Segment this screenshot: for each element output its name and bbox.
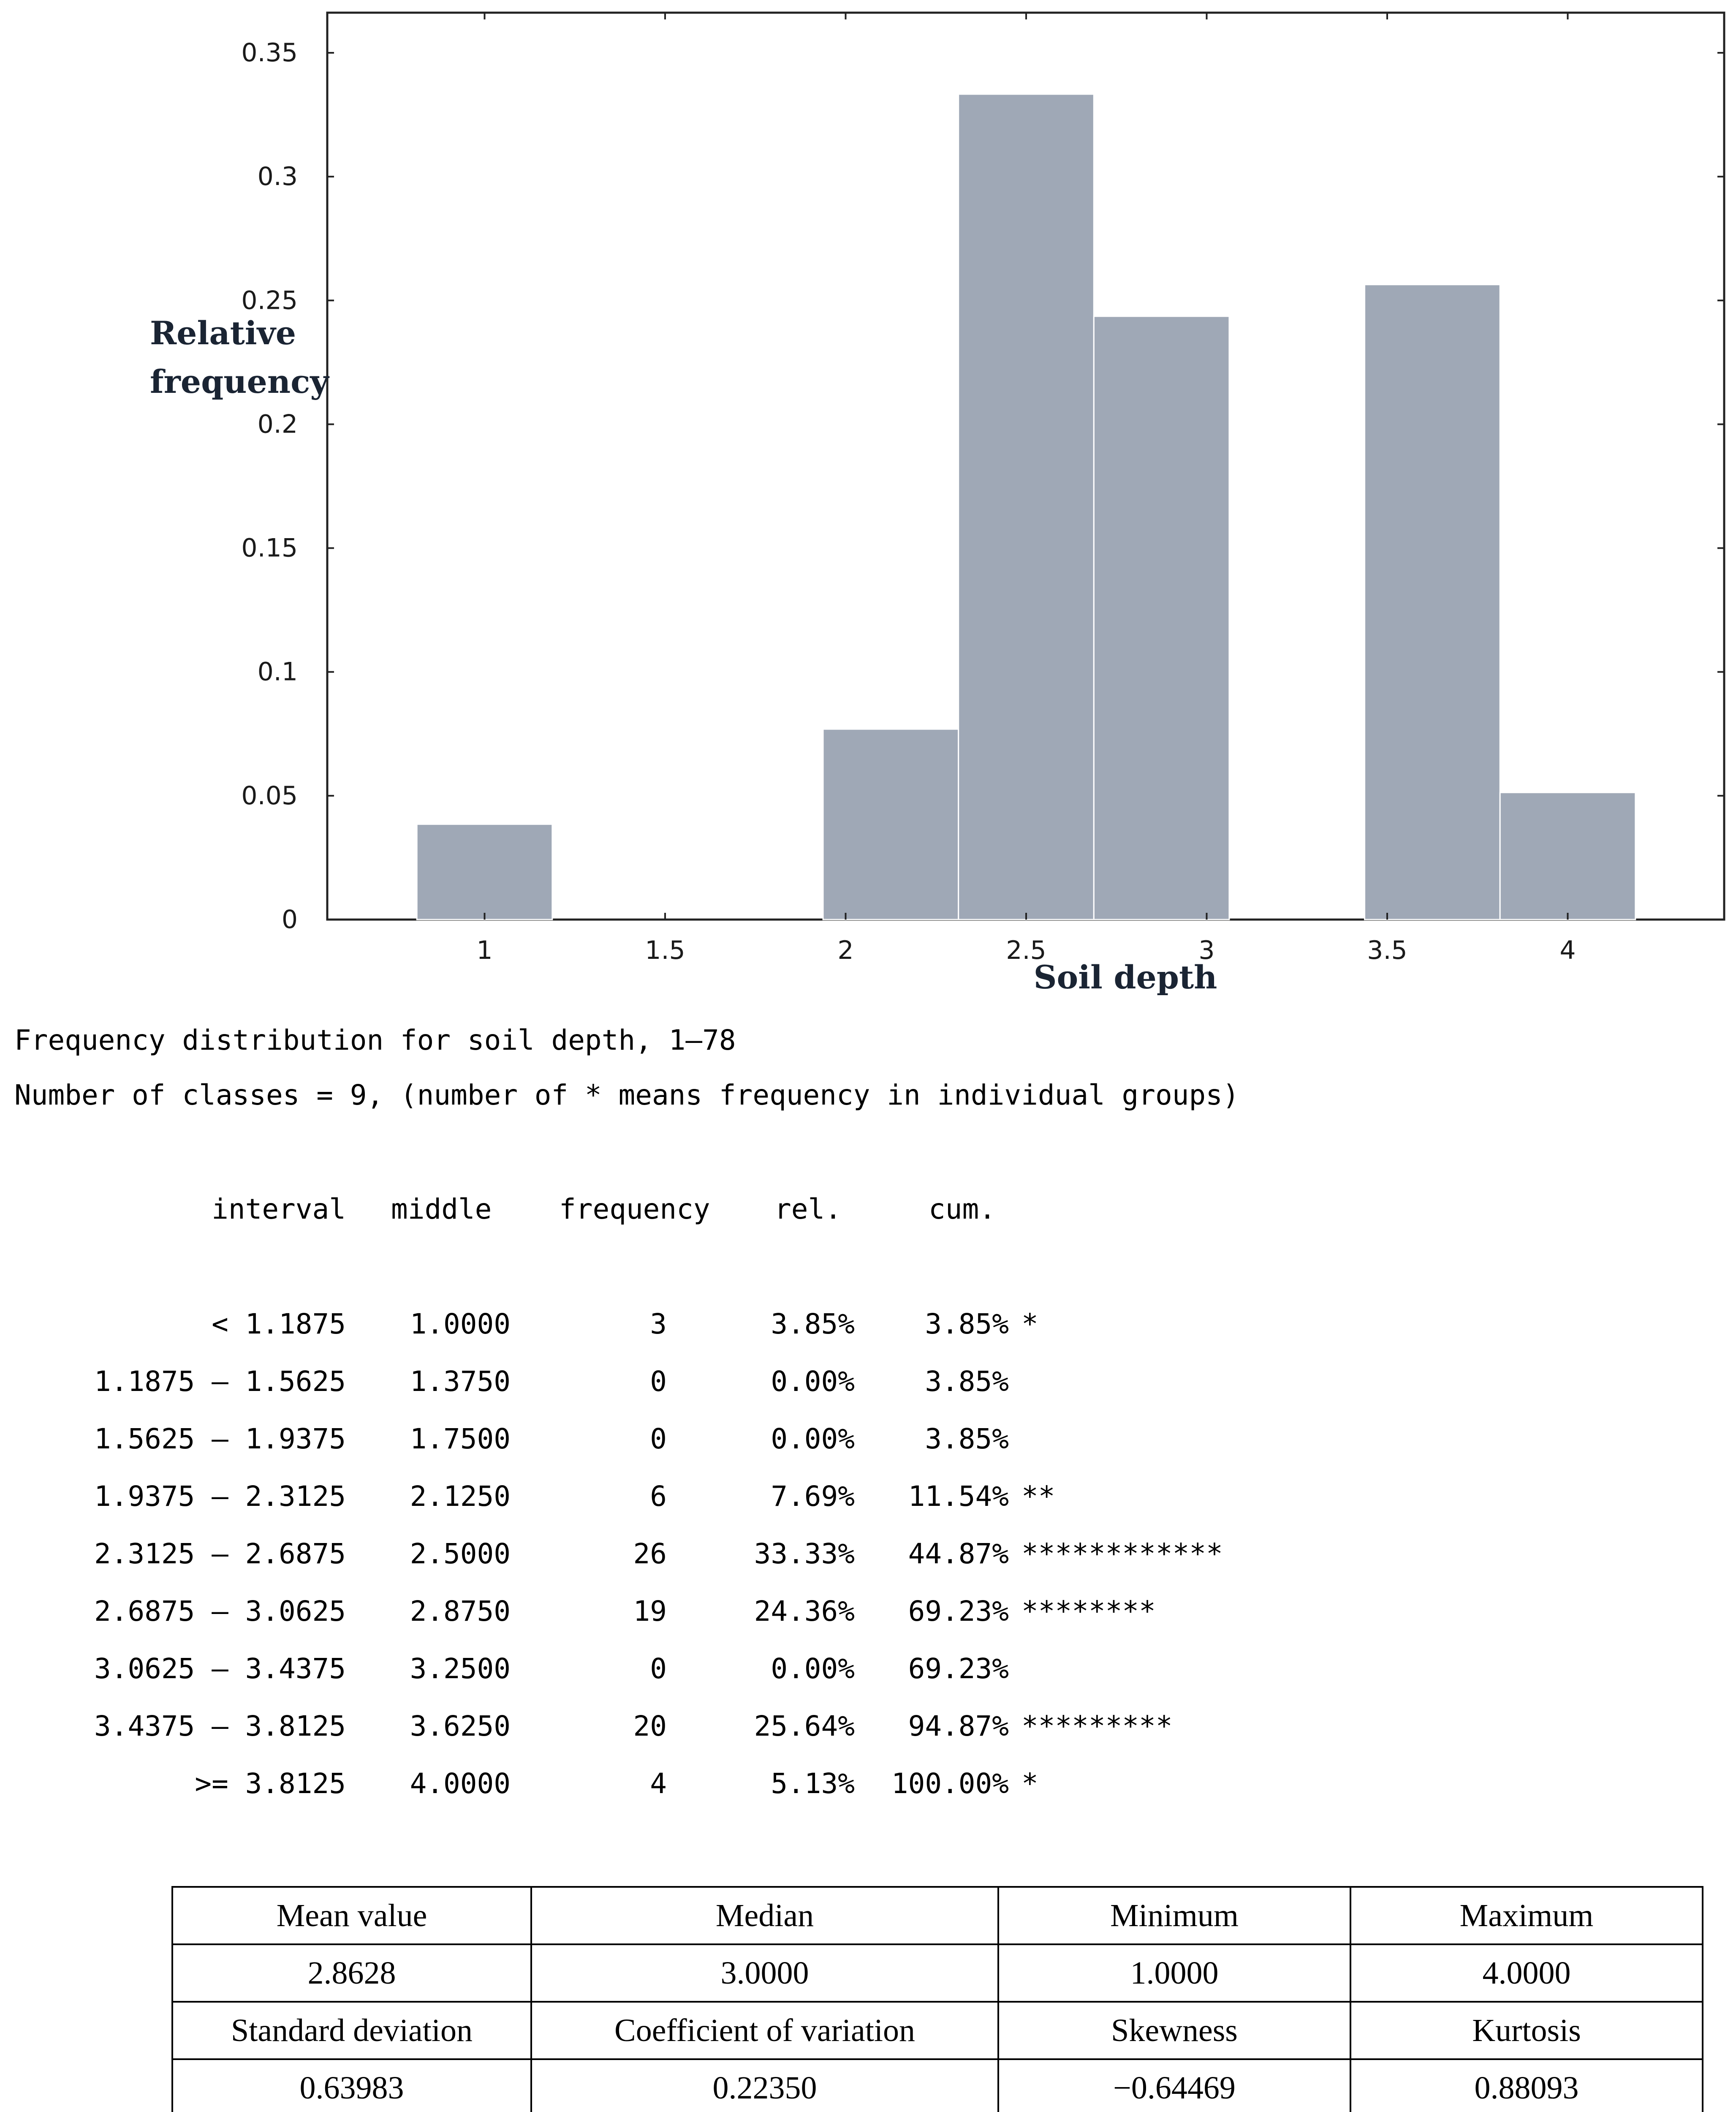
y-tick-label: 0.35	[241, 38, 298, 68]
stats-header-cell: Skewness	[998, 2002, 1350, 2059]
row-rel: 24.36%	[754, 1595, 855, 1628]
y-tick-label: 0.3	[257, 162, 298, 192]
row-frequency: 20	[633, 1710, 667, 1742]
y-tick-label: 0.2	[257, 409, 298, 439]
row-interval: 3.0625 – 3.4375	[94, 1652, 346, 1685]
row-stars: **	[1021, 1480, 1055, 1513]
row-interval: >= 3.8125	[195, 1767, 346, 1800]
ylabel-line-1: Relative	[150, 314, 296, 352]
row-stars: *	[1021, 1308, 1038, 1340]
bars-layer	[417, 94, 1635, 920]
row-interval: 3.4375 – 3.8125	[94, 1710, 346, 1742]
row-frequency: 26	[633, 1538, 667, 1570]
stats-header-cell: Maximum	[1350, 1887, 1703, 1944]
x-tick-label: 3.5	[1367, 936, 1407, 965]
stats-header-cell: Minimum	[998, 1887, 1350, 1944]
stats-value-cell: 1.0000	[998, 1944, 1350, 2002]
x-tick-label: 3	[1198, 936, 1215, 965]
x-tick-label: 4	[1559, 936, 1576, 965]
histogram-bar-8	[1365, 285, 1500, 920]
stats-header-cell: Mean value	[172, 1887, 531, 1944]
stats-header-cell: Standard deviation	[172, 2002, 531, 2059]
row-rel: 3.85%	[771, 1308, 855, 1340]
row-rel: 0.00%	[771, 1652, 855, 1685]
row-cum: 94.87%	[908, 1710, 1009, 1742]
row-cum: 100.00%	[891, 1767, 1009, 1800]
row-frequency: 0	[650, 1423, 667, 1455]
header-interval: interval	[212, 1193, 346, 1225]
row-frequency: 4	[650, 1767, 667, 1800]
histogram-bar-4	[823, 729, 959, 920]
stats-value-cell: 0.88093	[1350, 2059, 1703, 2112]
row-cum: 69.23%	[908, 1595, 1009, 1628]
row-middle: 2.8750	[410, 1595, 511, 1628]
histogram-bar-6	[1094, 316, 1229, 920]
row-cum: 3.85%	[925, 1423, 1009, 1455]
row-rel: 25.64%	[754, 1710, 855, 1742]
header-rel: rel.	[774, 1193, 842, 1225]
summary-statistics-table	[171, 1886, 1703, 2112]
histogram-bar-1	[417, 824, 552, 920]
row-middle: 1.0000	[410, 1308, 511, 1340]
x-tick-label: 1.5	[645, 936, 685, 965]
stats-header-row	[172, 1887, 1703, 1944]
row-middle: 1.7500	[410, 1423, 511, 1455]
row-interval: 1.5625 – 1.9375	[94, 1423, 346, 1455]
row-cum: 44.87%	[908, 1538, 1009, 1570]
histogram-bar-5	[959, 94, 1094, 920]
ylabel-line-2: frequency	[150, 363, 329, 400]
stats-value-cell: 2.8628	[172, 1944, 531, 2002]
row-cum: 3.85%	[925, 1365, 1009, 1398]
row-frequency: 0	[650, 1652, 667, 1685]
y-tick-label: 0.25	[241, 286, 298, 316]
header-cum: cum.	[929, 1193, 996, 1225]
row-frequency: 0	[650, 1365, 667, 1398]
row-middle: 2.5000	[410, 1538, 511, 1570]
row-middle: 3.2500	[410, 1652, 511, 1685]
row-frequency: 3	[650, 1308, 667, 1340]
stats-value-cell: −0.64469	[998, 2059, 1350, 2112]
row-stars: ********	[1021, 1595, 1156, 1628]
y-tick-label: 0.1	[257, 657, 298, 687]
x-tick-label: 2.5	[1006, 936, 1046, 965]
stats-value-cell: 4.0000	[1350, 1944, 1703, 2002]
stats-header-row	[172, 2002, 1703, 2059]
row-middle: 4.0000	[410, 1767, 511, 1800]
row-rel: 0.00%	[771, 1365, 855, 1398]
row-stars: *	[1021, 1767, 1038, 1800]
row-middle: 2.1250	[410, 1480, 511, 1513]
row-interval: 1.9375 – 2.3125	[94, 1480, 346, 1513]
row-interval: < 1.1875	[212, 1308, 346, 1340]
row-frequency: 19	[633, 1595, 667, 1628]
row-cum: 69.23%	[908, 1652, 1009, 1685]
stats-header-cell: Kurtosis	[1350, 2002, 1703, 2059]
freq-subtitle: Number of classes = 9, (number of * means frequency in individual groups)	[14, 1079, 1239, 1111]
row-cum: 3.85%	[925, 1308, 1009, 1340]
stats-value-row	[172, 2059, 1703, 2112]
stats-value-row	[172, 1944, 1703, 2002]
header-middle: middle	[391, 1193, 492, 1225]
row-stars: ************	[1021, 1538, 1223, 1570]
header-frequency: frequency	[559, 1193, 710, 1225]
y-tick-label: 0.05	[241, 781, 298, 811]
xlabel: Soil depth	[1033, 958, 1217, 996]
row-rel: 33.33%	[754, 1538, 855, 1570]
y-tick-label: 0.15	[241, 533, 298, 563]
row-rel: 0.00%	[771, 1423, 855, 1455]
y-tick-label: 0	[281, 905, 298, 934]
stats-value-cell: 0.22350	[531, 2059, 998, 2112]
row-interval: 2.6875 – 3.0625	[94, 1595, 346, 1628]
histogram-chart	[0, 0, 1736, 1005]
row-interval: 2.3125 – 2.6875	[94, 1538, 346, 1570]
stats-value-cell: 0.63983	[172, 2059, 531, 2112]
x-tick-label: 2	[837, 936, 854, 965]
row-middle: 1.3750	[410, 1365, 511, 1398]
row-middle: 3.6250	[410, 1710, 511, 1742]
stats-header-cell: Coefficient of variation	[531, 2002, 998, 2059]
x-tick-label: 1	[476, 936, 493, 965]
row-rel: 7.69%	[771, 1480, 855, 1513]
row-stars: *********	[1021, 1710, 1173, 1742]
row-rel: 5.13%	[771, 1767, 855, 1800]
histogram-bar-9	[1500, 792, 1635, 920]
row-interval: 1.1875 – 1.5625	[94, 1365, 346, 1398]
row-cum: 11.54%	[908, 1480, 1009, 1513]
stats-value-cell: 3.0000	[531, 1944, 998, 2002]
freq-title: Frequency distribution for soil depth, 1–78	[14, 1024, 736, 1056]
row-frequency: 6	[650, 1480, 667, 1513]
stats-header-cell: Median	[531, 1887, 998, 1944]
